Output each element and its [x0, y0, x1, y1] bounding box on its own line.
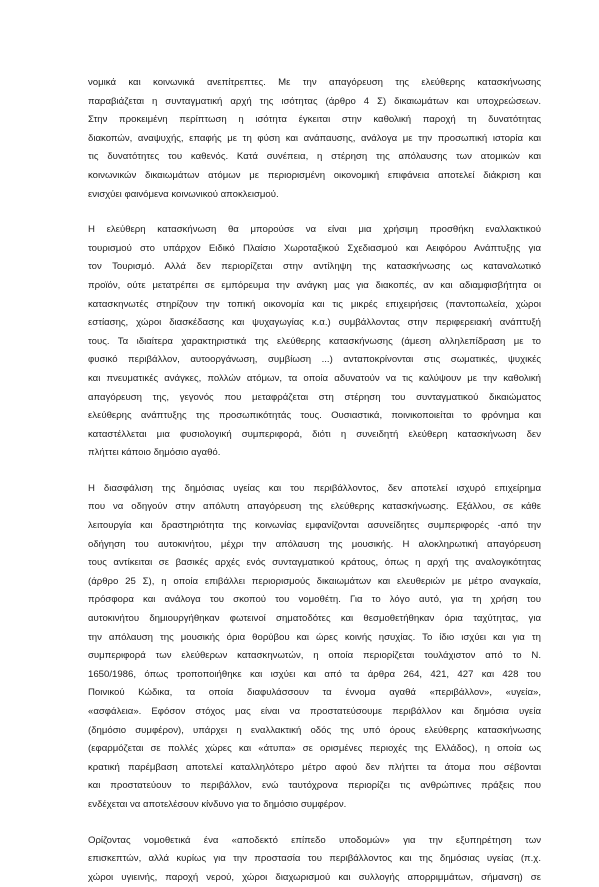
text-line: τις δυνατότητες του καθενός. Κατά συνέπεια, η στέρηση της απόλαυσης των ατομικών και — [88, 151, 541, 163]
text-line: συμπεριφορά των ελεύθερων κατασκηνωτών, η οποία περιορίζεται τουλάχιστον από το Ν. — [88, 650, 541, 662]
text-line: και προστατεύουν το περιβάλλον, ενώ ταυτόχρονα περιορίζει τις ανθρώπινες πράξεις που — [88, 780, 541, 792]
text-line: απαγόρευση της, γεγονός που μεταφράζεται στη στέρηση του συνταγματικού δικαιώματος — [88, 391, 541, 403]
text-line: Ποινικού Κώδικα, τα οποία διαφυλάσσουν τα έννομα αγαθά «περιβάλλον», «υγεία», — [88, 687, 541, 699]
text-line: Ορίζοντας νομοθετικά ένα «αποδεκτό επίπεδο υποδομών» για την εξυπηρέτηση των — [88, 834, 541, 846]
text-line: νομικά και κοινωνικά ανεπίτρεπτες. Με την απαγόρευση της ελεύθερης κατασκήνωσης — [88, 77, 541, 88]
text-line: (εφαρμόζεται σε πολλές χώρες και «άτυπα» σε ορισμένες περιοχές της Ελλάδος), η οποία ως — [88, 743, 541, 755]
text-line: τουρισμού στο υπάρχον Ειδικό Πλαίσιο Χωροταξικού Σχεδιασμού και Αειφόρου Ανάπτυξης για — [88, 242, 541, 254]
text-line: πρόσφορα και ανάλογα του σκοπού του νομοθέτη. Για το λόγο αυτό, για τη χρήση του — [88, 594, 541, 606]
text-line: εστίασης, χώροι διασκέδασης και ψυχαγωγίας κ.α.) συμβάλλοντας στην περιφερειακή ανάπτυξή — [88, 317, 541, 329]
text-line: Η διασφάλιση της δημόσιας υγείας και του περιβάλλοντος, δεν αποτελεί ισχυρό επιχείρημα — [88, 482, 541, 494]
text-line: και πνευματικές ανάγκες, πολλών ατόμων, τα οποία αδυνατούν να τις καλύψουν με την καθολική — [88, 372, 541, 384]
text-line: αυτοκινήτου δημιουργήθηκαν φωτεινοί σηματοδότες και θεσμοθετήθηκαν όρια ταχύτητας, για — [88, 613, 541, 625]
text-line: κρατική παρέμβαση αποτελεί καταλληλότερο μέτρο αφού δεν πλήττει τα άτομα που σέβονται — [88, 761, 541, 773]
text-line: φυσικό περιβάλλον, αυτοοργάνωση, συμβίωση ...) ανταποκρίνονται στις σωματικές, ψυχικές — [88, 354, 541, 366]
paragraph-3 — [88, 480, 541, 815]
text-line: κατασκηνωτές στηρίζουν την τοπική οικονομία και τις μικρές επιχειρήσεις (παντοπωλεία, χώροι — [88, 298, 541, 310]
text-line: επισκεπτών, αλλά κυρίως για την προστασία του περιβάλλοντος και της δημόσιας υγείας (π.χ. — [88, 853, 541, 865]
text-line: κοινωνικών δικαιωμάτων ατόμων με περιορισμένη οικονομική επιφάνεια αποτελεί διάκριση και — [88, 169, 541, 181]
text-line: παραβιάζεται η συνταγματική αρχή της ισότητας (άρθρο 4 Σ) δικαιωμάτων και υποχρεώσεων. — [88, 95, 541, 107]
text-line: τον Τουρισμό. Αλλά δεν περιορίζεται στην αντίληψη της κατασκήνωσης ως καταναλωτικό — [88, 261, 541, 273]
text-line: ελεύθερης ανάπτυξης της προσωπικότητάς τους. Ουσιαστικά, ποινικοποιείται το φρόνημα και — [88, 410, 541, 422]
text-line: (άρθρο 25 Σ), η οποία επιβάλλει περιορισμούς δικαιωμάτων και ελευθεριών με μέτρο αναγκαία, — [88, 575, 541, 587]
paragraph-1 — [88, 74, 541, 204]
text-line: διακοπών, αναψυχής, επαφής με τη φύση και ανάπαυσης, ανάλογα με την προσωπική ιστορία και — [88, 132, 541, 144]
text-line: ενδέχεται να αποτελέσουν κίνδυνο για το δημόσιο συμφέρον. — [88, 798, 347, 810]
text-line: καταστέλλεται μια φυσιολογική συμπεριφορά, διότι η συνειδητή ελεύθερη κατασκήνωση δεν — [88, 428, 541, 440]
text-line: οδήγηση του αυτοκινήτου, μέχρι την απόλαυση της μουσικής. Η αλοκληρωτική απαγόρευση — [88, 538, 541, 550]
text-line: «ασφάλεια». Εφόσον στόχος μας είναι να προστατεύσουμε περιβάλλον και δημόσια υγεία — [88, 706, 541, 717]
paragraph-4 — [88, 832, 541, 887]
text-line: 1650/1986, όπως τροποποιήθηκε και ισχύει και από τα άρθρα 264, 421, 427 και 428 του — [88, 668, 541, 680]
text-line: πλήττει κάποιο δημόσιο αγαθό. — [88, 447, 221, 459]
text-line: την απόλαυση της μουσικής όρια θορύβου και ώρες κοινής ησυχίας. Το ίδιο ισχύει και για τη — [88, 631, 541, 643]
text-line: προϊόν, ούτε μετατρέπει σε εμπόρευμα την ανάγκη μας για διακοπές, αν και αδιαμφισβήτητα οι — [88, 279, 541, 291]
text-line: Στην προκειμένη περίπτωση η ισότητα έγκειται στην καθολική παροχή τη δυνατότητας — [88, 114, 541, 126]
paragraph-2 — [88, 221, 541, 463]
text-line: που να οδηγούν στην απόλυτη απαγόρευση της ελεύθερης κατασκήνωσης. Εξάλλου, σε κάθε — [88, 501, 541, 513]
text-line: ενισχύει φαινόμενα κοινωνικού αποκλεισμού. — [88, 188, 279, 200]
text-line: (δημόσιο συμφέρον), υπάρχει η εναλλακτική οδός της υπό όρους ελεύθερης κατασκήνωσης — [88, 724, 541, 736]
text-line: Η ελεύθερη κατασκήνωση θα μπορούσε να είναι μια χρήσιμη προσθήκη εναλλακτικού — [88, 224, 541, 236]
text-line: τους αντίκειται σε βασικές αρχές ενός συνταγματικού κράτους, όπως η αρχή της αναλογικότητας — [88, 557, 541, 569]
text-line: λειτουργία και δραστηριότητα της κοινωνίας εμφανίζονται ασυνείδητες συμπεριφορές -από την — [88, 520, 541, 532]
text-line: τους. Τα ιδιαίτερα χαρακτηριστικά της ελεύθερης κατασκήνωσης (άμεση αλληλεπίδραση με το — [88, 335, 541, 347]
text-line: χώροι υγιεινής, παροχή νερού, χώροι διαχωρισμού και συλλογής απορριμμάτων, σήμανση) σε — [88, 871, 541, 883]
